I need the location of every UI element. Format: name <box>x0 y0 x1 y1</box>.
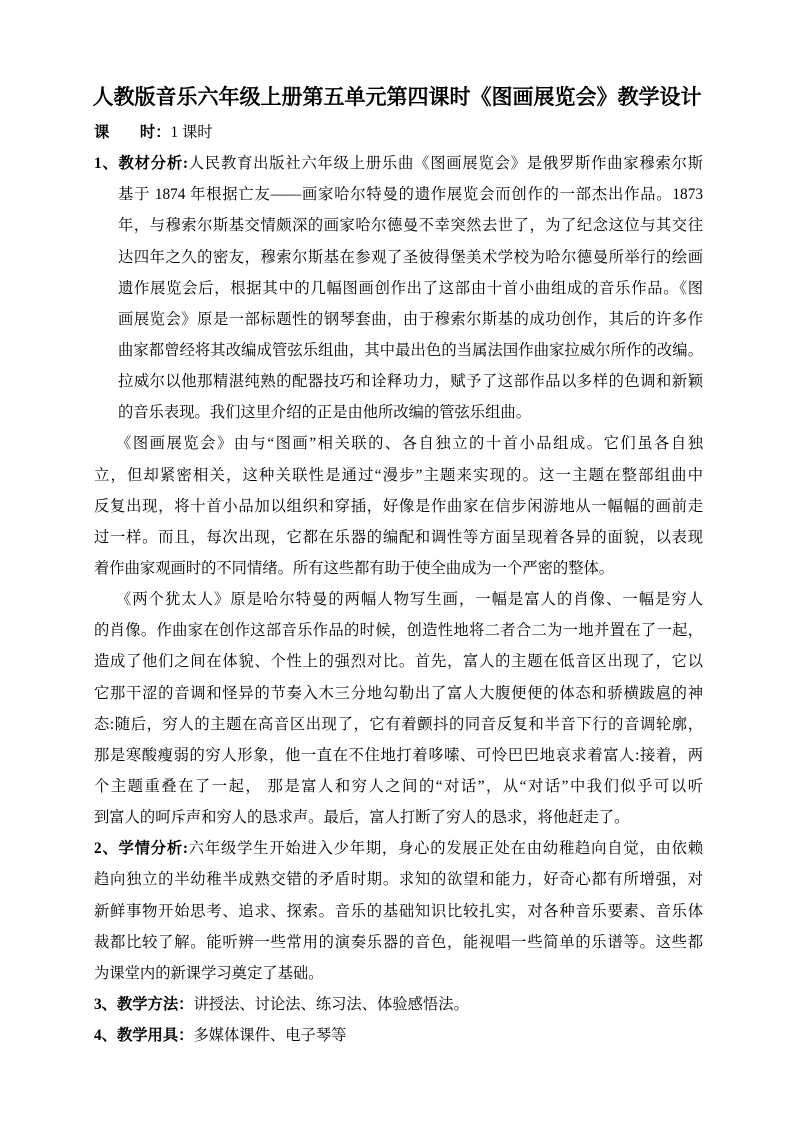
textbook-analysis-line <box>94 148 703 179</box>
student-analysis-text: 六年级学生开始进入少年期，身心的发展正处在由幼稚趋向自觉，由依赖 <box>188 840 703 858</box>
paragraph-line: 到富人的呵斥声和穷人的恳求声。最后，富人打断了穷人的恳求，将他赶走了。 <box>94 809 630 827</box>
paragraph-line: 反复出现，将十首小品加以组织和穿插，好像是作曲家在信步闲游地从一幅幅的画前走 <box>94 497 703 515</box>
textbook-analysis-line: 遗作展览会后，根据其中的几幅图画创作出了这部由十首小曲组成的音乐作品。《图 <box>118 279 703 297</box>
paragraph-line: 立，但却紧密相关，这种关联性是通过“漫步”主题来实现的。这一主题在整部组曲中 <box>94 466 703 484</box>
class-hours-label: 课 时： <box>94 124 171 141</box>
textbook-analysis-section <box>94 148 703 428</box>
teaching-methods-text: 讲授法、讨论法、练习法、体验感悟法。 <box>193 995 469 1013</box>
student-analysis-line <box>94 833 703 864</box>
student-analysis-section <box>94 833 703 989</box>
textbook-analysis-line: 年，与穆索尔斯基交情颇深的画家哈尔德曼不幸突然去世了，为了纪念这位与其交往 <box>118 217 703 235</box>
paragraph-line: 它那干涩的音调和怪异的节奏入木三分地勾勒出了富人大腹便便的体态和骄横跋扈的神 <box>94 684 703 702</box>
section-label: 1、教材分析: <box>94 155 189 173</box>
textbook-analysis-line: 基于 1874 年根据亡友——画家哈尔特曼的遗作展览会而创作的一部杰出作品。1873 <box>118 186 703 204</box>
paragraph-line: 着作曲家观画时的不同情绪。所有这些都有助于使全曲成为一个严密的整体。 <box>94 559 615 577</box>
student-analysis-line: 裁都比较了解。能听辨一些常用的演奏乐器的音色，能视唱一些简单的乐谱等。这些都 <box>94 933 703 951</box>
body-paragraph <box>94 428 703 584</box>
student-analysis-line: 趋向独立的半幼稚半成熟交错的矛盾时期。求知的欲望和能力，好奇心都有所增强，对 <box>94 871 703 889</box>
textbook-analysis-line: 画展览会》原是一部标题性的钢琴套曲，由于穆索尔斯基的成功创作，其后的许多作 <box>118 310 703 328</box>
teaching-aids-section <box>94 1020 703 1051</box>
paragraph-line: 那是寒酸瘦弱的穷人形象，他一直在不住地打着哆嗦、可怜巴巴地哀求着富人:接着，两 <box>94 746 703 764</box>
section-label: 2、学情分析: <box>94 840 189 858</box>
body-paragraph <box>94 584 703 833</box>
paragraph-line: 个主题重叠在了一起， 那是富人和穷人之间的“对话”，从“对话”中我们似乎可以听 <box>94 777 703 795</box>
student-analysis-line: 新鲜事物开始思考、追求、探索。音乐的基础知识比较扎实，对各种音乐要素、音乐体 <box>94 902 703 920</box>
document-title: 人教版音乐六年级上册第五单元第四课时《图画展览会》教学设计 <box>92 85 702 109</box>
textbook-analysis-line: 达四年之久的密友，穆索尔斯基在参观了圣彼得堡美术学校为哈尔德曼所举行的绘画 <box>118 248 703 266</box>
paragraph-line: 造成了他们之间在体貌、个性上的强烈对比。首先，富人的主题在低音区出现了，它以 <box>94 653 703 671</box>
paragraph-line: 《两个犹太人》原是哈尔特曼的两幅人物写生画，一幅是富人的肖像、一幅是穷人 <box>116 591 703 609</box>
class-hours-line <box>94 117 703 148</box>
textbook-analysis-line: 曲家都曾经将其改编成管弦乐组曲，其中最出色的当属法国作曲家拉威尔所作的改编。 <box>118 341 703 359</box>
teaching-aids-text: 多媒体课件、电子琴等 <box>193 1027 347 1045</box>
paragraph-line: 态:随后，穷人的主题在高音区出现了，它有着颤抖的同音反复和半音下行的音调轮廓， <box>94 715 703 733</box>
section-label: 3、教学方法： <box>94 995 194 1013</box>
teaching-methods-section <box>94 989 703 1020</box>
paragraph-line: 《图画展览会》由与“图画”相关联的、各自独立的十首小品组成。它们虽各自独 <box>116 435 703 453</box>
paragraph-line: 过一样。而且，每次出现，它都在乐器的编配和调性等方面呈现着各异的面貌，以表现 <box>94 528 703 546</box>
paragraph-line: 的肖像。作曲家在创作这部音乐作品的时候，创造性地将二者合二为一地并置在了一起， <box>94 622 703 640</box>
textbook-analysis-line: 拉威尔以他那精湛纯熟的配器技巧和诠释功力，赋予了这部作品以多样的色调和新颖 <box>118 373 703 391</box>
section-label: 4、教学用具： <box>94 1027 194 1045</box>
textbook-analysis-line: 的音乐表现。我们这里介绍的正是由他所改编的管弦乐组曲。 <box>118 404 532 422</box>
textbook-analysis-text: 人民教育出版社六年级上册乐曲《图画展览会》是俄罗斯作曲家穆索尔斯 <box>188 155 703 173</box>
student-analysis-line: 为课堂内的新课学习奠定了基础。 <box>94 964 324 982</box>
document-body <box>94 117 703 1051</box>
class-hours-value: 1 课时 <box>170 124 213 141</box>
